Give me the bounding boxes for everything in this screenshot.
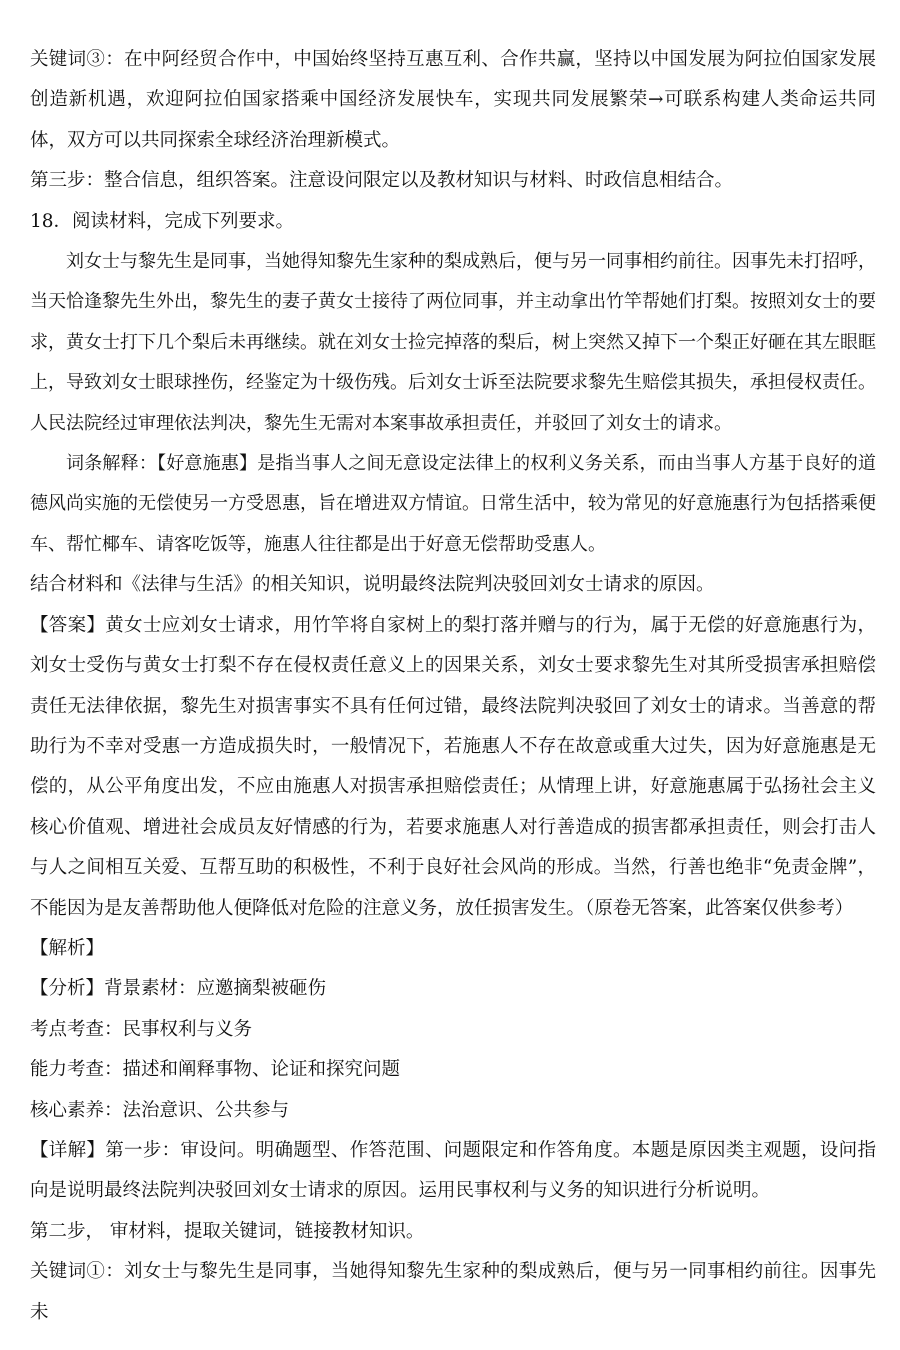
keyword-3-paragraph: 关键词③：在中阿经贸合作中，中国始终坚持互惠互利、合作共赢，坚持以中国发展为阿拉伯国家发展创造新机遇，欢迎阿拉伯国家搭乘中国经济发展快车，实现共同发展繁荣→可联系构建人类命运共同体，双方可以共同探索全球经济治理新模式。 <box>30 49 876 151</box>
document-page <box>30 40 876 1333</box>
detail-paragraph: 【详解】第一步：审设问。明确题型、作答范围、问题限定和作答角度。本题是原因类主观题，设问指向是说明最终法院判决驳回刘女士请求的原因。运用民事权利与义务的知识进行分析说明。 <box>30 1139 876 1202</box>
question-prompt: 结合材料和《法律与生活》的相关知识，说明最终法院判决驳回刘女士请求的原因。 <box>30 574 715 596</box>
analysis-background: 【分析】背景素材：应邀摘梨被砸伤 <box>30 978 327 1000</box>
analysis-nengli: 能力考查：描述和阐释事物、论证和探究问题 <box>30 1059 401 1081</box>
step-2-paragraph: 第二步， 审材料，提取关键词，链接教材知识。 <box>30 1220 425 1242</box>
analysis-kaodian: 考点考查：民事权利与义务 <box>30 1018 253 1040</box>
material-paragraph-1: 刘女士与黎先生是同事，当她得知黎先生家种的梨成熟后，便与另一同事相约前往。因事先未打招呼，当天恰逢黎先生外出，黎先生的妻子黄女士接待了两位同事，并主动拿出竹竿帮她们打梨。按照刘女士的要求，黄女士打下几个梨后未再继续。就在刘女士捡完掉落的梨后，树上突然又掉下一个梨正好砸在其左眼眶上，导致刘女士眼球挫伤，经鉴定为十级伤残。后刘女士诉至法院要求黎先生赔偿其损失，承担侵权责任。人民法院经过审理依法判决，黎先生无需对本案事故承担责任，并驳回了刘女士的请求。 <box>30 251 876 434</box>
keyword-1-paragraph: 关键词①：刘女士与黎先生是同事，当她得知黎先生家种的梨成熟后，便与另一同事相约前往。因事先未 <box>30 1261 876 1323</box>
step-3-paragraph: 第三步：整合信息，组织答案。注意设问限定以及教材知识与材料、时政信息相结合。 <box>30 170 734 192</box>
question-18-heading: 18．阅读材料，完成下列要求。 <box>30 210 295 232</box>
analysis-suyang: 核心素养：法治意识、公共参与 <box>30 1099 290 1121</box>
analysis-heading: 【解析】 <box>30 937 105 959</box>
answer-paragraph: 【答案】黄女士应刘女士请求，用竹竿将自家树上的梨打落并赠与的行为，属于无偿的好意施惠行为，刘女士受伤与黄女士打梨不存在侵权责任意义上的因果关系，刘女士要求黎先生对其所受损害承担赔偿责任无法律依据，黎先生对损害事实不具有任何过错，最终法院判决驳回了刘女士的请求。当善意的帮助行为不幸对受惠一方造成损失时，一般情况下，若施惠人不存在故意或重大过失，因为好意施惠是无偿的，从公平角度出发，不应由施惠人对损害承担赔偿责任；从情理上讲，好意施惠属于弘扬社会主义核心价值观、增进社会成员友好情感的行为，若要求施惠人对行善造成的损害都承担责任，则会打击人与人之间相互关爱、互帮互助的积极性，不利于良好社会风尚的形成。当然，行善也绝非“免责金牌”，不能因为是友善帮助他人便降低对危险的注意义务，放任损害发生。（原卷无答案，此答案仅供参考） <box>30 614 876 919</box>
material-paragraph-2: 词条解释：【好意施惠】是指当事人之间无意设定法律上的权利义务关系，而由当事人方基于良好的道德风尚实施的无偿使另一方受恩惠，旨在增进双方情谊。日常生活中，较为常见的好意施惠行为包括搭乘便车、帮忙椰车、请客吃饭等，施惠人往往都是出于好意无偿帮助受惠人。 <box>30 453 876 555</box>
